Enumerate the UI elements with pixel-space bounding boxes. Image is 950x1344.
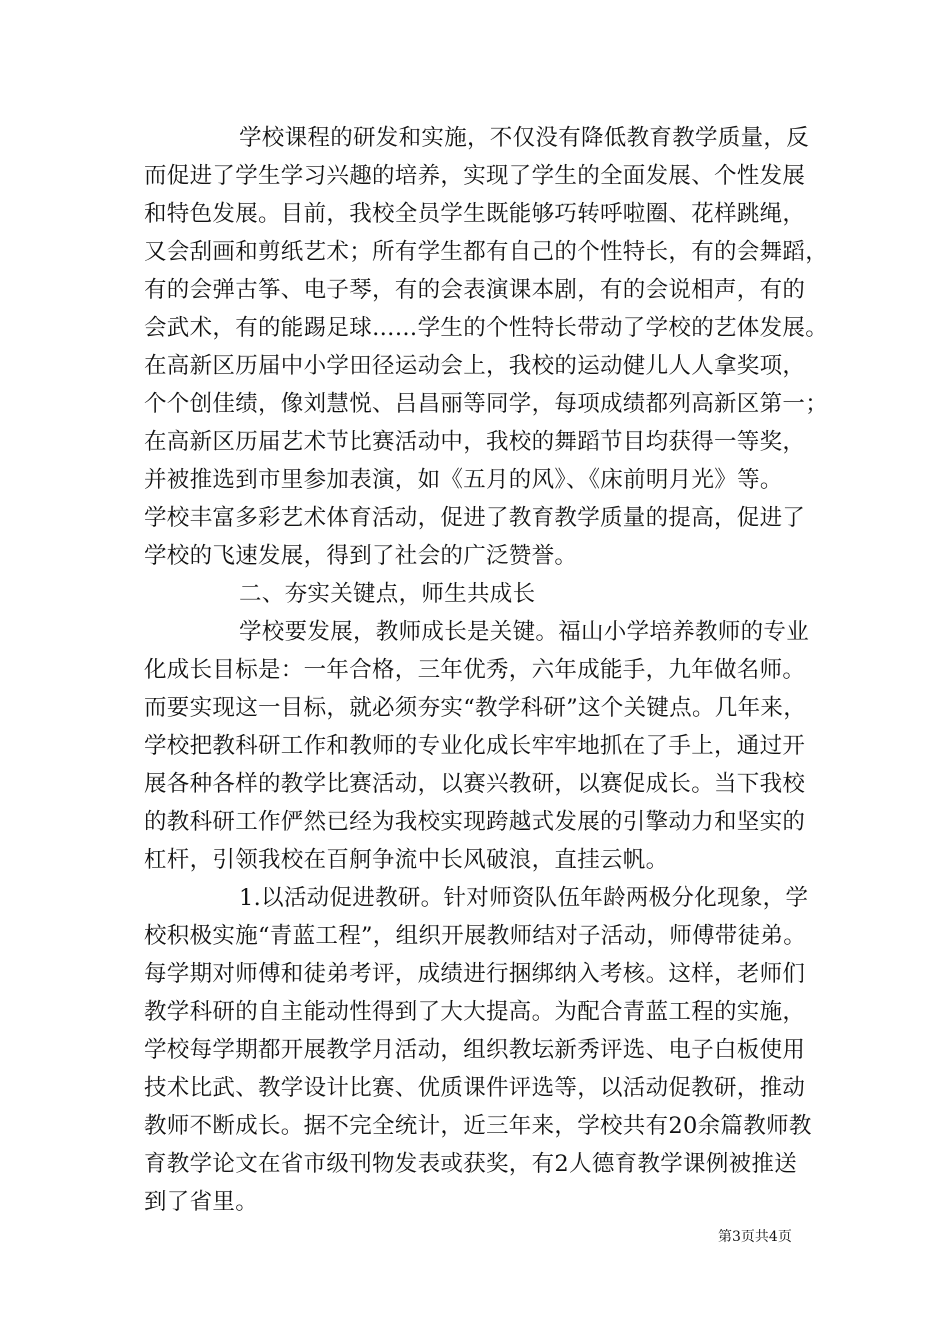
text-line: 学校课程的研发和实施，不仅没有降低教育教学质量，反 [239,125,810,151]
text-line: 展各种各样的教学比赛活动，以赛兴教研，以赛促成长。当下我校 [144,771,806,797]
text-line: 化成长目标是：一年合格，三年优秀，六年成能手，九年做名师。 [144,657,806,683]
text-line: 到了省里。 [144,1189,259,1215]
text-line: 个个创佳绩，像刘慧悦、吕昌丽等同学，每项成绩都列高新区第一； [144,391,829,417]
page-number: 第3页共4页 [718,1229,792,1245]
text-line: 教学科研的自主能动性得到了大大提高。为配合青蓝工程的实施， [144,999,806,1025]
text-line: 会武术，有的能踢足球……学生的个性特长带动了学校的艺体发展。 [144,315,829,341]
text-line: 有的会弹古筝、电子琴，有的会表演课本剧，有的会说相声，有的 [144,277,806,303]
text-line: 技术比武、教学设计比赛、优质课件评选等，以活动促教研，推动 [144,1075,806,1101]
text-line: 每学期对师傅和徒弟考评，成绩进行捆绑纳入考核。这样，老师们 [144,961,806,987]
text-line: 在高新区历届中小学田径运动会上，我校的运动健儿人人拿奖项， [144,353,806,379]
section-heading: 二、夯实关键点，师生共成长 [239,581,536,607]
text-line: 的教科研工作俨然已经为我校实现跨越式发展的引擎动力和坚实的 [144,809,806,835]
text-line: 并被推选到市里参加表演，如《五月的风》、《床前明月光》等。 [144,467,783,493]
text-line: 育教学论文在省市级刊物发表或获奖，有2人德育教学课例被推送 [144,1151,798,1177]
text-line: 杠杆，引领我校在百舸争流中长风破浪，直挂云帆。 [144,847,669,873]
text-line: 又会刮画和剪纸艺术；所有学生都有自己的个性特长，有的会舞蹈， [144,239,829,265]
text-line: 学校丰富多彩艺术体育活动，促进了教育教学质量的提高，促进了 [144,505,806,531]
text-line: 而要实现这一目标，就必须夯实“教学科研”这个关键点。几年来， [144,695,807,721]
text-line: 学校要发展，教师成长是关键。福山小学培养教师的专业 [239,619,810,645]
text-line: 而促进了学生学习兴趣的培养，实现了学生的全面发展、个性发展 [144,163,806,189]
text-line: 学校每学期都开展教学月活动，组织教坛新秀评选、电子白板使用 [144,1037,806,1063]
text-line: 教师不断成长。据不完全统计，近三年来，学校共有20余篇教师教 [144,1113,812,1139]
text-line: 学校把教科研工作和教师的专业化成长牢牢地抓在了手上，通过开 [144,733,806,759]
text-line: 在高新区历届艺术节比赛活动中，我校的舞蹈节目均获得一等奖， [144,429,806,455]
text-line: 学校的飞速发展，得到了社会的广泛赞誉。 [144,543,578,569]
text-line: 校积极实施“青蓝工程”，组织开展教师结对子活动，师傅带徒弟。 [144,923,807,949]
text-line: 和特色发展。目前，我校全员学生既能够巧转呼啦圈、花样跳绳， [144,201,806,227]
text-line: 1.以活动促进教研。针对师资队伍年龄两极分化现象，学 [239,885,809,911]
